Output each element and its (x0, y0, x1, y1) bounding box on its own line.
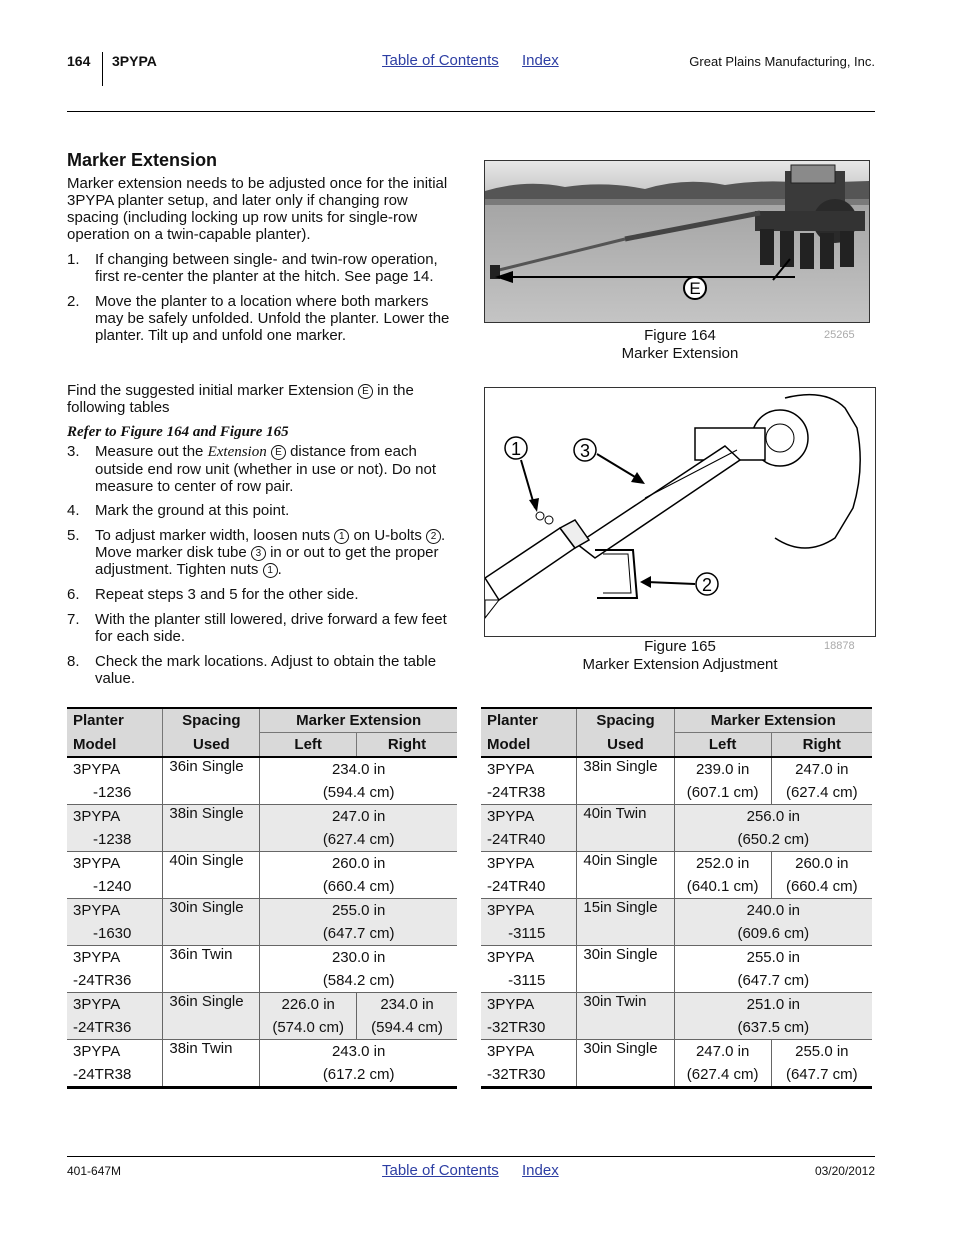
model-cell: -24TR38 (67, 1063, 163, 1088)
extension-metric-cell: (660.4 cm) (322, 878, 395, 895)
right-value-cell: 260.0 in (795, 855, 849, 872)
table-row (481, 828, 872, 852)
planter-cell: 3PYPA (67, 899, 163, 923)
marker-extension-photo (485, 161, 869, 322)
header-spacing: Spacing (577, 708, 674, 733)
model-cell: -32TR30 (481, 1016, 577, 1040)
right-value-cell: 234.0 in (357, 993, 457, 1017)
spacing-cell: 15in Single (577, 899, 674, 946)
extension-value-cell: 234.0 in (331, 761, 386, 778)
planter-cell: 3PYPA (67, 993, 163, 1017)
callout-3-symbol: 3 (251, 546, 266, 561)
table-row (481, 781, 872, 805)
step-text: If changing between single- and twin-row operation, first re-center the planter at the hitch. See page 14. (95, 251, 438, 285)
spacing-cell: 36in Single (163, 993, 260, 1040)
table-row (481, 852, 872, 876)
right-metric-cell: (647.7 cm) (785, 1066, 858, 1083)
figure-164-ref: 25265 (824, 329, 855, 341)
step-number: 1. (67, 251, 80, 268)
step-number: 2. (67, 293, 80, 310)
section-title: Marker Extension (67, 150, 218, 170)
table-row (67, 969, 457, 993)
extension-metric-cell: (650.2 cm) (674, 828, 872, 852)
step-8: 8. Check the mark locations. Adjust to obtain the table value. (67, 653, 437, 687)
header-divider (102, 52, 103, 86)
extension-metric-cell: (584.2 cm) (322, 972, 395, 989)
step-7: 7. With the planter still lowered, drive forward a few feet for each side. (67, 611, 447, 645)
extension-value-cell: 230.0 in (331, 949, 386, 966)
extension-value-cell: 240.0 in (674, 899, 872, 923)
header-rule (67, 111, 875, 112)
table-row (67, 1040, 457, 1064)
callout-2-symbol: 2 (426, 529, 441, 544)
right-metric-cell: (660.4 cm) (785, 878, 858, 895)
table-row (481, 1040, 872, 1064)
footer-toc-link[interactable]: Table of Contents (382, 1162, 499, 1179)
table-row (481, 875, 872, 899)
table-row (67, 993, 457, 1017)
extension-metric-cell: (637.5 cm) (674, 1016, 872, 1040)
header-right: Right (771, 733, 872, 758)
table-row (67, 1063, 457, 1088)
model-cell: -24TR40 (481, 875, 577, 899)
figure-165-drawing (484, 387, 876, 637)
left-metric-cell: (607.1 cm) (674, 781, 771, 805)
planter-cell: 3PYPA (67, 757, 163, 781)
model-cell: -24TR36 (67, 1016, 163, 1040)
left-value-cell: 226.0 in (260, 993, 357, 1017)
header-used: Used (163, 733, 260, 758)
model-cell: -1240 (67, 875, 163, 899)
step-2 (67, 293, 459, 344)
spacing-cell: 38in Twin (163, 1040, 260, 1088)
marker-extension-table-right (481, 707, 872, 1089)
extension-metric-cell: (617.2 cm) (322, 1066, 395, 1083)
extension-value-cell: 260.0 in (331, 855, 386, 872)
model-cell: -24TR36 (67, 969, 163, 993)
step-text: Move the planter to a location where both markers may be safely unfolded. Unfold the planter. Lower the planter. Tilt up and unfold one marker. (95, 293, 450, 344)
intro-paragraph: Marker extension needs to be adjusted once for the initial 3PYPA planter setup, and later only if changing row spacing (including locking up row units for single-row operation on a twin-capable planter). (67, 175, 448, 243)
spacing-cell: 40in Single (163, 852, 260, 899)
planter-cell: 3PYPA (481, 993, 577, 1017)
planter-cell: 3PYPA (481, 757, 577, 781)
planter-cell: 3PYPA (481, 946, 577, 970)
table-row (481, 993, 872, 1017)
extension-metric-cell: (594.4 cm) (322, 784, 395, 801)
figure-165-callout-2: 2 (701, 575, 713, 595)
table-row (67, 781, 457, 805)
table-row (67, 875, 457, 899)
step-1 (67, 251, 459, 285)
spacing-cell: 40in Twin (577, 805, 674, 852)
model-cell: -32TR30 (481, 1063, 577, 1088)
model-cell: -1630 (67, 922, 163, 946)
marker-adjustment-drawing (485, 388, 875, 636)
table-row (481, 1063, 872, 1088)
planter-cell: 3PYPA (67, 1040, 163, 1064)
left-metric-cell: (640.1 cm) (674, 875, 771, 899)
spacing-cell: 30in Single (577, 1040, 674, 1088)
table-row (481, 757, 872, 781)
planter-cell: 3PYPA (481, 1040, 577, 1064)
table-row (481, 805, 872, 829)
header-planter: Planter (67, 708, 163, 733)
header-used: Used (577, 733, 674, 758)
left-value-cell: 252.0 in (674, 852, 771, 876)
planter-cell: 3PYPA (67, 852, 163, 876)
left-value-cell: 247.0 in (674, 1040, 771, 1064)
step-5: 5. To adjust marker width, loosen nuts 1 on U-bolts 2 . Move marker disk tube 3 in or out to get the proper adjustment. Tighten nuts 1 . (67, 527, 446, 578)
footer-date: 03/20/2012 (814, 1164, 875, 1178)
step-4: 4. Mark the ground at this point. (67, 502, 290, 519)
figure-164-photo (484, 160, 870, 323)
header-left: Left (260, 733, 357, 758)
extension-metric-cell: (609.6 cm) (674, 922, 872, 946)
spacing-cell: 30in Twin (577, 993, 674, 1040)
table-row (67, 1016, 457, 1040)
table-row (481, 899, 872, 923)
header-planter: Planter (481, 708, 577, 733)
index-link[interactable]: Index (522, 52, 559, 69)
left-metric-cell: (627.4 cm) (674, 1063, 771, 1088)
extension-value-cell: 251.0 in (674, 993, 872, 1017)
figure-165-caption: Figure 165 Marker Extension Adjustment (582, 638, 778, 673)
planter-cell: 3PYPA (481, 899, 577, 923)
extension-value-cell: 255.0 in (746, 949, 801, 966)
callout-1-symbol: 1 (263, 563, 278, 578)
right-metric-cell: (627.4 cm) (785, 784, 858, 801)
extension-value-cell: 243.0 in (331, 1043, 386, 1060)
right-metric-cell: (594.4 cm) (357, 1016, 457, 1040)
spacing-cell: 40in Single (577, 852, 674, 899)
model-cell: -1236 (67, 781, 163, 805)
planter-cell: 3PYPA (481, 805, 577, 829)
extension-value-cell: 256.0 in (674, 805, 872, 829)
left-metric-cell: (574.0 cm) (260, 1016, 357, 1040)
header-marker-extension: Marker Extension (260, 708, 457, 733)
right-value-cell: 247.0 in (795, 761, 849, 778)
table-row (67, 805, 457, 829)
spacing-cell: 36in Single (163, 757, 260, 805)
table-row (67, 852, 457, 876)
extension-value-cell: 255.0 in (260, 899, 457, 923)
figure-164-callout-e: E (689, 279, 701, 298)
table-row (481, 922, 872, 946)
right-value-cell: 255.0 in (795, 1043, 849, 1060)
spacing-cell: 38in Single (577, 757, 674, 805)
planter-cell: 3PYPA (481, 852, 577, 876)
company-name: Great Plains Manufacturing, Inc. (689, 54, 875, 69)
model-cell: -24TR38 (481, 781, 577, 805)
left-value-cell: 239.0 in (674, 757, 771, 781)
toc-link[interactable]: Table of Contents (382, 52, 499, 69)
step-3: 3. Measure out the Extension E distance from each outside end row unit (whether in use or not). Do not measure to center of row pair. (67, 443, 437, 495)
figure-164-caption: Figure 164 Marker Extension (621, 327, 739, 362)
callout-e-symbol: E (358, 384, 373, 399)
table-row (67, 899, 457, 923)
figure-165-callout-1: 1 (510, 439, 522, 459)
extension-metric-cell: (627.4 cm) (260, 828, 457, 852)
doc-id: 401-647M (67, 1164, 122, 1178)
header-model: Model (481, 733, 577, 758)
header-right: Right (357, 733, 457, 758)
doc-model: 3PYPA (112, 53, 157, 69)
figure-165-callout-3: 3 (579, 441, 591, 461)
refer-line: Refer to Figure 164 and Figure 165 (67, 424, 289, 440)
extension-metric-cell: (647.7 cm) (260, 922, 457, 946)
spacing-cell: 30in Single (577, 946, 674, 993)
callout-1-symbol: 1 (334, 529, 349, 544)
table-row (67, 946, 457, 970)
extension-value-cell: 247.0 in (260, 805, 457, 829)
spacing-cell: 38in Single (163, 805, 260, 852)
header-spacing: Spacing (163, 708, 260, 733)
planter-cell: 3PYPA (67, 946, 163, 970)
table-row (67, 922, 457, 946)
footer-rule (67, 1156, 875, 1157)
spacing-cell: 36in Twin (163, 946, 260, 993)
page-number: 164 (67, 53, 91, 69)
footer-index-link[interactable]: Index (522, 1162, 559, 1179)
spacing-cell: 30in Single (163, 899, 260, 946)
table-row (481, 1016, 872, 1040)
table-row (67, 828, 457, 852)
header-marker-extension: Marker Extension (674, 708, 872, 733)
header-model: Model (67, 733, 163, 758)
callout-e-symbol: E (271, 445, 286, 460)
table-row (67, 757, 457, 781)
table-row (481, 969, 872, 993)
model-cell: -24TR40 (481, 828, 577, 852)
find-paragraph: Find the suggested initial marker Extension E in the following tables (67, 382, 414, 416)
planter-cell: 3PYPA (67, 805, 163, 829)
model-cell: -1238 (67, 828, 163, 852)
table-row (481, 946, 872, 970)
step-6: 6. Repeat steps 3 and 5 for the other side. (67, 586, 359, 603)
extension-metric-cell: (647.7 cm) (737, 972, 810, 989)
marker-extension-table-left (67, 707, 457, 1089)
header-left: Left (674, 733, 771, 758)
figure-165-ref: 18878 (824, 640, 855, 652)
model-cell: -3115 (481, 922, 577, 946)
model-cell: -3115 (481, 969, 577, 993)
